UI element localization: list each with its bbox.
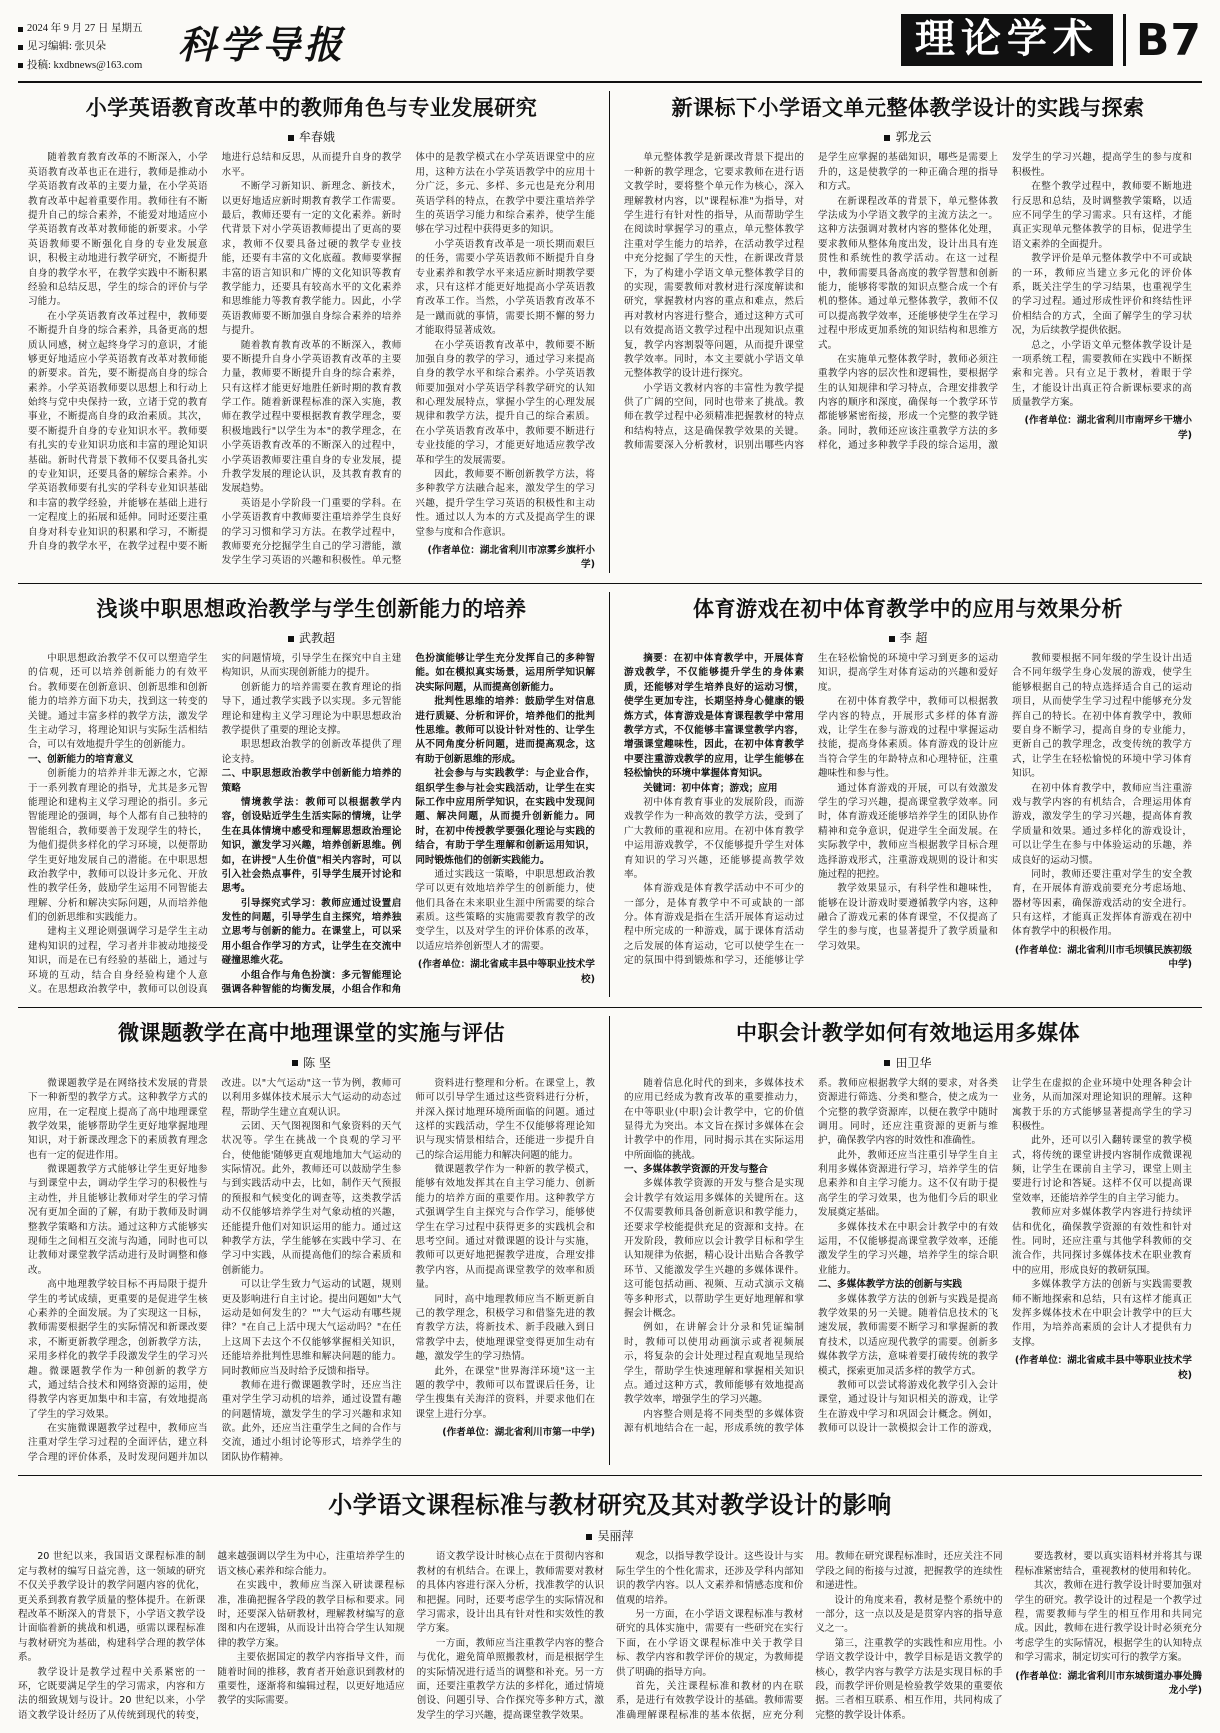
article-title: 小学语文课程标准与教材研究及其对教学设计的影响 bbox=[328, 1491, 892, 1520]
article-body bbox=[28, 652, 595, 997]
section-title: 理论学术 bbox=[901, 14, 1113, 66]
keywords-text: 关键词：初中体育；游戏；应用 bbox=[643, 782, 778, 794]
paragraph: 多媒体教学方法的创新与实践是提高教学效果的另一关键。随着信息技术的飞速发展，教师需要不断学习和掌握新的教育技术，以适应现代教学的需要。创新多媒体教学方法，意味着要打破传统的教学模式，探索更加灵活多样的教学方式。 bbox=[818, 1293, 998, 1377]
paragraph: 同时，高中地理教师应当不断更新自己的教学理念，积极学习和借鉴先进的教育教学方法，将新技术、新手段融入到日常教学中去，使地理课堂变得更加生动有趣，激发学生的学习热情。 bbox=[415, 1293, 595, 1363]
paragraph: 此外，在课堂"世界海洋环境"这一主题的教学中，教师可以布置课后任务，让学生搜集有关海洋的资料，并要求他们在课堂上进行分享。 bbox=[415, 1365, 595, 1420]
zone-3 bbox=[18, 1008, 1202, 1476]
article-author: 吴丽萍 bbox=[597, 1529, 634, 1544]
paragraph: 职思想政治教学的创新改革提供了理论支持。 bbox=[221, 739, 402, 765]
bullet-square-icon bbox=[586, 1534, 592, 1540]
subheading: 一、多媒体教学资源的开发与整合 bbox=[624, 1164, 768, 1176]
paragraph: 在整个教学过程中，教师要不断地进行反思和总结，及时调整教学策略，以适应不同学生的学习需求。只有这样，才能真正实现单元整体教学的目标，促进学生语文素养的全面提升。 bbox=[1012, 181, 1192, 250]
article-a3 bbox=[18, 592, 610, 998]
paragraph: 引导探究式学习：教师应通过设置启发性的问题，引导学生自主探究，培养独立思考与创新的能力。在课堂上，可以采用小组合作学习的方式，让学生在交流中碰撞思维火花。 bbox=[221, 897, 402, 967]
bullet-square-icon bbox=[288, 636, 294, 642]
paragraph: 要选教材，要以真实语料材并将其与课程标准紧密结合，重视教材的使用和转化。 bbox=[1014, 1551, 1202, 1577]
article-affiliation: (作者单位：湖北省利川市第一中学) bbox=[442, 1427, 595, 1439]
paragraph: 在实施单元整体教学时，教师必须注重教学内容的层次性和逻辑性，要根据学生的认知规律和学习特点，合理安排教学内容的顺序和深度，确保每一个教学环节都能够紧密衔接，形成一个完整的教学链条。同时，教师还应该注重教学方法的多样化，通过多种教学手段的综合运用，激发学生的学习兴趣，提高学生的参与度和积极性。 bbox=[818, 152, 1192, 452]
article-body bbox=[28, 151, 595, 572]
article-author: 武教超 bbox=[298, 631, 335, 646]
masthead bbox=[18, 14, 1202, 83]
paragraph: 因此，教师要不断创新教学方法，将多种教学方法融合起来，激发学生的学习兴趣，提升学生学习英语的积极性和主动性。通过以人为本的方式及提高学生的课堂参与度和合作意识。 bbox=[415, 469, 595, 538]
article-affiliation: (作者单位：湖北省利川市东城街道办事处腾龙小学) bbox=[1015, 1670, 1202, 1696]
paragraph: 微课题教学是在网络技术发展的背景下一种新型的教学方式。这种教学方式的应用，在一定程度上提高了高中地理课堂教学效果，能够帮助学生更好地掌握地理知识，对于新课改理念下的素质教育理念也有一定的促进作用。 bbox=[28, 1077, 208, 1161]
masthead-email: 投稿: kxdbnews@163.com bbox=[27, 59, 143, 71]
paragraph: 设计的角度来看，教材是整个系统中的一部分，这一点以及是是贯穿内容的指导意义之一。 bbox=[815, 1594, 1003, 1635]
bullet-square-icon bbox=[889, 636, 895, 642]
abstract-text: 摘要：在初中体育教学中，开展体育游戏教学，不仅能够提升学生的身体素质，还能够对学生培养良好的运动习惯，使学生更加专注，长期坚持身心健康的锻炼方式，体育游戏是体育课程教学中常用教学方式，不仅能够丰富课堂教学内容，增强课堂趣味性，因此，在初中体育教学中要注重游戏教学的应用，让学生能够在轻松愉快的环境中掌握体育知识。 bbox=[624, 653, 804, 780]
zone-4 bbox=[18, 1476, 1202, 1733]
article-title: 小学英语教育改革中的教师角色与专业发展研究 bbox=[85, 96, 538, 121]
paragraph: 其次，教师在进行教学设计时要加强对学生的研究。教学设计的过程是一个教学过程，需要教师与学生的相互作用和共同完成。因此，教师在进行教学设计时必须充分考虑学生的实际情况，根据学生的认知特点和学习需求，制定切实可行的教学方案。 bbox=[1014, 1580, 1202, 1664]
bullet-square-icon bbox=[18, 27, 23, 32]
paragraph: 创新能力的培养需要在教育理论的指导下，通过教学实践予以实现。多元智能理论和建构主义学习理论为中职思想政治教学提供了重要的理论支撑。 bbox=[221, 681, 402, 736]
paragraph: 一方面，教师应当注重教学内容的整合与优化，避免简单照搬教材，而是根据学生的实际情况进行适当的调整和补充。另一方面，还要注重教学方法的多样化，通过情境创设、问题引导、合作探究等多种方式，激发学生的学习兴趣，提高课堂教学效果。 bbox=[416, 1637, 604, 1721]
article-byline bbox=[28, 629, 595, 646]
article-a5 bbox=[18, 1016, 610, 1465]
paragraph: 创新能力的培养并非无源之水，它源于一系列教育理论的指导，尤其是多元智能理论和建构主义学习理论的指引。多元智能理论的强调，每个人都有自己独特的智能组合，教师要善于发现学生的特长，为他们提供多样化的学习环境，以便帮助学生更好地发展自己的潜能。在中职思想政治教学中，教师可以设计多元化、开放性的教学任务，鼓励学生运用不同智能去理解、分析和解决实际问题，从而培养他们的创新思维和实践能力。 bbox=[28, 768, 208, 924]
bullet-square-icon bbox=[288, 135, 294, 141]
paragraph: 总之，小学语文单元整体教学设计是一项系统工程，需要教师在实践中不断探索和完善。只有立足于教材，着眼于学生，才能设计出真正符合新课标要求的高质量教学方案。 bbox=[1012, 339, 1192, 409]
paragraph: 教师可以尝试将游戏化教学引入会计课堂，通过设计与知识相关的游戏，让学生在游戏中学习和巩固会计概念。例如，教师可以设计一款模拟会计工作的游戏，让学生在虚拟的企业环境中处理各种会计业务，从而加深对理论知识的理解。这种寓教于乐的方式能够显著提高学生的学习积极性。 bbox=[818, 1077, 1192, 1435]
newspaper-logo bbox=[168, 14, 364, 69]
article-affiliation: (作者单位：湖北省利川市南坪乡干塘小学) bbox=[1024, 415, 1192, 441]
paragraph: 在小学英语教育改革过程中，教师要不断提升自身的综合素养，具备更高的想质认同感，树立起终身学习的意识，才能够更好地适应小学英语教育改革对教师能的新要求。首先，要不断提高自身的综合素养。小学英语教师要以思想上和行动上始终与党中央保持一致，立诸于党的教育事业，不断提高自身的政治素质。其次，要不断提升自身的专业知识水平。教师要有扎实的专业知识功底和丰富的理论知识基础。新时代背景下教师不仅要具备扎实的专业知识，还要具备的解综合素养。小学英语教师要有扎实的学科专业知识基础和丰富的教学经验，并能够在基础上进行一定程度上的拓展和延伸。同时还要注重自身对科专业知识的积累和学习，不断提升自身的教学水平，在教学过程中要不断地进行总结和反思，从而提升自身的教学水平。 bbox=[28, 152, 402, 552]
article-a1 bbox=[18, 91, 610, 573]
paragraph: 小学语文教材内容的丰富性为教学提供了广阔的空间，同时也带来了挑战。教师在教学过程中必须精准把握教材的特点和结构特点，这是确保教学效果的关键。教师需要深入分析教材，识别出哪些内容是学生应掌握的基础知识，哪些是需要上升的，这是使教学的一种正确合理的指导和方式。 bbox=[624, 152, 998, 452]
paragraph: 通过实践这一策略，中职思想政治教学可以更有效地培养学生的创新能力，使他们具备在未来职业生涯中所需要的综合素质。这些策略的实施需要教育教学的改变学生，以及对学生的评价体系的改革，以适应培养创新型人才的需要。 bbox=[415, 868, 595, 952]
subheading: 一、创新能力的培育意义 bbox=[28, 753, 134, 765]
article-author: 牟春娥 bbox=[298, 130, 335, 145]
paragraph: 教师应对多媒体教学内容进行持续评估和优化，确保教学资源的有效性和针对性。同时，还应注重与其他学科教师的交流合作，共同探讨多媒体技术在职业教育中的应用，形成良好的教研氛围。 bbox=[1012, 1207, 1192, 1276]
paragraph: 另一方面，在小学语文课程标准与教材研究的具体实施中，需要有一些研究在实行下面，在小学语文课程标准中关于教学目标、教学内容和教学评价的规定，为教师提供了明确的指导方向。 bbox=[615, 1609, 804, 1678]
paragraph: 在初中体育教学中，教师可以根据教学内容的特点，开展形式多样的体育游戏，让学生在参与游戏的过程中掌握运动技能，提高身体素质。体育游戏的设计应当符合学生的年龄特点和心理特征，注重趣味性和参与性。 bbox=[818, 696, 998, 780]
paragraph: 微课题教学方式能够让学生更好地参与到课堂中去，调动学生学习的积极性与主动性，并且能够让教师对学生的学习情况有更加全面的了解，有助于教师及时调整教学策略和方法。通过这种方式能够实现师生之间相互交流与沟通，同时也可以让教师对课堂教学活动进行及时调整和修改。 bbox=[28, 1164, 208, 1276]
article-body bbox=[624, 151, 1192, 453]
article-title: 浅谈中职思想政治教学与学生创新能力的培养 bbox=[96, 596, 527, 621]
article-byline bbox=[624, 629, 1192, 646]
paragraph: 小学英语教育改革是一项长期而艰巨的任务，需要小学英语教师不断提升自身专业素养和教学水平来适应新时期教学要求，只有这样才能更好地提高小学英语教育改革工作。当然，小学英语教育改革不是一蹴而就的事情，需要长期不懈的努力才能取得显著成效。 bbox=[415, 238, 595, 337]
bullet-square-icon bbox=[884, 1060, 890, 1066]
article-author: 田卫华 bbox=[895, 1055, 932, 1070]
bullet-square-icon bbox=[18, 45, 23, 50]
paragraph: 多媒体技术在中职会计教学中的有效运用，不仅能够提高课堂教学效率，还能激发学生的学习兴趣，培养学生的综合职业能力。 bbox=[818, 1221, 998, 1276]
paragraph: 小组合作与角色扮演：多元智能理论强调各种智能的均衡发展，小组合作和角色扮演能够让学生充分发挥自己的多种智能。如在模拟真实场景，运用所学知识解决实际问题，从而提高创新能力。 bbox=[221, 653, 595, 996]
article-abstract bbox=[624, 652, 804, 796]
paragraph: 高中地理教学较目标不再局限于提升学生的考试成绩，更重要的是促进学生核心素养的全面发展。为了实现这一目标，教师需要根据学生的实际情况和新课改要求，不断更新教学理念，创新教学方法，采用多样化的教学手段激发学生的学习兴趣。微课题教学作为一种创新的教学方式，通过结合技术和网络资源的运用，使得教学内容更加集中和丰富，有效地提高了学生的学习效果。 bbox=[28, 1279, 208, 1420]
masthead-section bbox=[901, 14, 1202, 66]
paragraph: 情境教学法：教师可以根据教学内容，创设贴近学生生活实际的情境，让学生在具体情境中感受和理解思想政治理论知识，激发学习兴趣，培养创新思维。例如，在讲授"人生价值"相关内容时，可以引入社会热点事件，引导学生展开讨论和思考。 bbox=[221, 796, 402, 895]
paragraph: 通过体育游戏的开展，可以有效激发学生的学习兴趣，提高课堂教学效率。同时，体育游戏还能够培养学生的团队协作精神和竞争意识，促进学生全面发展。在实际教学中，教师应当根据教学目标合理选择游戏形式，注重游戏规则的设计和实施过程的把控。 bbox=[818, 782, 998, 880]
article-a4 bbox=[610, 592, 1202, 998]
subheading: 二、中职思想政治教学中创新能力培养的策略 bbox=[221, 768, 402, 794]
paragraph: 多媒体教学资源的开发与整合是实现会计教学有效运用多媒体的关键所在。这不仅需要教师具备创新意识和教学能力，还要求学校能提供充足的资源和支持。在开发阶段，教师应以会计教学目标和学生认知规律为依据，精心设计出贴合各教学环节、又能激发学生兴趣的多媒体课件。这可能包括动画、视频、互动式演示文稿等多种形式，以帮助学生更好地理解和掌握会计概念。 bbox=[624, 1178, 804, 1319]
article-affiliation: (作者单位：湖北省咸丰县中等职业技术学校) bbox=[1014, 1355, 1192, 1381]
masthead-divider bbox=[1123, 14, 1126, 66]
paragraph: 20 世纪以来，我国语文课程标准的制定与教材的编写日益完善，这一领域的研究不仅关乎教学设计的教学问题内容的优化，更关系到教育教学质量的整体提升。在新课程改革不断深入的背景下，小学语文教学设计面临着新的挑战和机遇，亟需以课程标准与教材研究为基础，构建科学合理的教学体系。 bbox=[18, 1551, 206, 1664]
article-byline bbox=[28, 1054, 595, 1071]
masthead-date-row bbox=[18, 20, 168, 38]
bullet-square-icon bbox=[292, 1060, 298, 1066]
article-affiliation: (作者单位：湖北省咸丰县中等职业技术学校) bbox=[417, 959, 595, 985]
paragraph: 教学效果显示，有科学性和趣味性，能够在设计游戏时要遵循教学内容，这种融合了游戏元素的体育课堂，不仅提高了学生的参与度，也显著提升了教学质量和学习效果。 bbox=[818, 883, 998, 952]
paragraph: 此外，教师还应当注重引导学生自主利用多媒体资源进行学习，培养学生的信息素养和自主学习能力。这不仅有助于提高学生的学习效果，也为他们今后的职业发展奠定基础。 bbox=[818, 1149, 998, 1219]
paragraph: 例如，在讲解会计分录和凭证编制时，教师可以使用动画演示或者视频展示，将复杂的会计处理过程直观地呈现给学生，帮助学生快速理解和掌握相关知识点。通过这种方式，教师能够有效地提高教学效率，增强学生的学习兴趣。 bbox=[624, 1322, 804, 1406]
article-author: 郭龙云 bbox=[895, 130, 932, 145]
article-a6 bbox=[610, 1016, 1202, 1465]
article-affiliation: (作者单位：湖北省利川市毛坝镇民族初级中学) bbox=[1014, 944, 1192, 971]
article-byline bbox=[18, 1527, 1202, 1544]
article-body bbox=[18, 1550, 1202, 1723]
article-affiliation: (作者单位：湖北省利川市凉雾乡旗杆小学) bbox=[427, 544, 595, 571]
paragraph: 教师要根据不同年级的学生设计出适合不同年级学生身心发展的游戏，使学生能够根据自己的特点选择适合自己的运动项目，从而使学生学习过程中能够充分发挥自己的特长。在初中体育教学中，教师要自身不断学习，提高自身的专业能力，更新自己的教学理念，改变传统的教学方式，让学生在轻松愉悦的环境中学习体育知识。 bbox=[1012, 653, 1192, 780]
article-body bbox=[624, 652, 1192, 973]
paragraph: 观念，以指导教学设计。这些设计与实际生学生的个性化需求，还涉及学科内部知识的教学内容。以人文素养和情感态度和价值观的培养。 bbox=[615, 1551, 804, 1606]
page-number: B7 bbox=[1135, 14, 1202, 66]
article-byline bbox=[624, 128, 1192, 145]
subheading: 二、多媒体教学方法的创新与实践 bbox=[818, 1279, 962, 1291]
paragraph: 建构主义理论则强调学习是学生主动建构知识的过程，学习者并非被动地接受知识，而是在已有经验的基础上，通过与环境的互动，结合自身经验构建个人意义。在思想政治教学中，教师可以创设真实的问题情境，引导学生在探究中自主建构知识，从而实现创新能力的提升。 bbox=[28, 653, 402, 996]
article-title: 中职会计教学如何有效地运用多媒体 bbox=[736, 1021, 1080, 1046]
article-body bbox=[624, 1077, 1192, 1437]
masthead-editor-row bbox=[18, 38, 168, 56]
bullet-square-icon bbox=[884, 135, 890, 141]
paragraph: 内容整合则是将不同类型的多媒体资源有机地结合在一起，形成系统的教学体系。教师应根据教学大纲的要求，对各类资源进行筛选、分类和整合，使之成为一个完整的教学资源库，以便在教学中随时调用。同时，还应注重资源的更新与维护，确保教学内容的时效性和准确性。 bbox=[624, 1077, 998, 1435]
paragraph: 多媒体教学方法的创新与实践需要教师不断地探索和总结，只有这样才能真正发挥多媒体技术在中职会计教学中的巨大作用，为培养高素质的会计人才提供有力支撑。 bbox=[1012, 1279, 1192, 1348]
article-a7 bbox=[18, 1490, 1202, 1723]
article-title: 体育游戏在初中体育教学中的应用与效果分析 bbox=[693, 596, 1123, 621]
paragraph: 教师在进行微课题教学时，还应当注重对学生学习动机的培养，通过设置有趣的问题情境，激发学生的学习兴趣和求知欲。此外，还应当注重学生之间的合作与交流，通过小组讨论等形式，培养学生的团队协作精神。 bbox=[221, 1379, 402, 1463]
paragraph: 在小学英语教育改革中，教师要不断加强自身的教学的学习，通过学习来提高自身的教学水平和综合素养。小学英语教师要加强对小学英语学科教学研究的认知和心理发展特点，掌握小学生的心理发展规律和教学方法，提升自己的综合素质。在小学英语教育改革中，教师要不断进行专业技能的学习，才能更好地适应教学改革和学生的发展需要。 bbox=[415, 339, 595, 466]
paragraph: 不断学习新知识、新理念、新技术，以更好地适应新时期教育教学工作需要。最后，教师还要有一定的文化素养。新时代背景下对小学英语教师提出了更高的要求，教师不仅要具备过硬的教学专业技能，还要有丰富的文化底蕴。教师要掌握丰富的语言知识和广博的文化知识等教育教学能力，还要具有较高水平的文化素养和思维能力等教育教学能力。因此，小学英语教师要不断加强自身综合素养的培养与提升。 bbox=[221, 181, 402, 337]
paragraph: 在实践中，教师应当深入研读课程标准，准确把握各学段的教学目标和要求。同时，还要深入钻研教材，理解教材编写的意图和内在逻辑，从而设计出符合学生认知规律的教学方案。 bbox=[217, 1580, 405, 1649]
paragraph: 随着教育教育改革的不断深入，小学英语教育改革也正在进行，教师是推动小学英语教育改革的主要力量，在小学英语教育改革中起着重要作用。教师往有不断提升自己的综合素养，不能爱对地适应小学英语教育改革对教师能的新要求。小学英语教师要不断强化自身的专业发展意识，积极主动地进行教学研究，不断提升自身的教学水平，在教学实践中不断积累经验和总结反思，学生的综合的评价与学习能力。 bbox=[28, 152, 208, 308]
paragraph: 可以让学生致力气运动的试题，规则更及影响进行自主讨论。提出问题如"大气运动是如何发生的？""大气运动有哪些规律？"在自己上活中现大气运动吗？"在任上这周下去这个不仅能够掌握相关知识，还能培养批判性思维和解决问题的能力。同时教师应当及时给予反馈和指导。 bbox=[221, 1279, 402, 1377]
article-byline bbox=[28, 128, 595, 145]
paragraph: 中职思想政治教学不仅可以塑造学生的信观，还可以培养创新能力的有效平台。教师要在创新意识、创新思维和创新能力的培养方面下功夫，找到这一转变的关键。通过丰富多样的教学方法，激发学生主动学习，将理论知识与实际生活相结合，可以有效地提升学生的创新能力。 bbox=[28, 653, 208, 751]
paragraph: 语文教学设计时核心点在于贯彻内容和教材的有机结合。在课上，教师需要对教材的具体内容进行深入分析，找准教学的认识和把握。同时，还要考虑学生的实际情况和学习需求，设计出具有针对性和实效性的教学方案。 bbox=[416, 1551, 604, 1635]
article-author: 李 超 bbox=[899, 631, 928, 646]
paragraph: 在新课程改革的背景下，单元整体教学法成为小学语文教学的主流方法之一。这种方法强调对教材内容的整体化处理，要求教师从整体角度出发，设计出具有连贯性和系统性的教学活动。在这一过程中，教师需要具备高度的教学智慧和创新能力，能够将零散的知识点整合成一个有机的整体。通过单元整体教学，教师不仅可以提高教学效率，还能够使学生在学习过程中形成更加系统的知识结构和思维方式。 bbox=[818, 195, 998, 351]
paragraph: 首先，关注课程标准和教材的内在联系，是进行有效教学设计的基础。教师需要准确理解课程标准的基本依据，应充分利用。教师在研究课程标准时，还应关注不同学段之间的衔接与过渡，把握教学的连续性和递进性。 bbox=[615, 1551, 1003, 1721]
article-a2 bbox=[610, 91, 1202, 573]
paragraph: 教学评价是单元整体教学中不可或缺的一环，教师应当建立多元化的评价体系，既关注学生的学习结果，也重视学生的学习过程。通过形成性评价和终结性评价相结合的方式，全面了解学生的学习状况，为后续教学提供依据。 bbox=[1012, 253, 1192, 337]
masthead-mail-row bbox=[18, 57, 168, 75]
paragraph: 初中体育教育事业的发展阶段，而游戏教学作为一种高效的教学方法，受到了广大教师的重视和应用。在初中体育教学中运用游戏教学，不仅能够提升学生对体育知识的学习兴趣，还能够提高教学效率。 bbox=[624, 796, 804, 880]
article-title: 新课标下小学语文单元整体教学设计的实践与探索 bbox=[671, 96, 1145, 121]
paragraph: 在实施微课题教学过程中，教师应当注重对学生学习过程的全面评估，建立科学合理的评价体系，及时发现问题并加以改进。以"大气运动"这一节为例，教师可以利用多媒体技术展示大气运动的动态过程，帮助学生建立直观认识。 bbox=[28, 1077, 402, 1463]
paragraph: 英语是小学阶段一门重要的学科。在小学英语教育中教师要注重培养学生良好的学习习惯和学习方法。在教学过程中，教师要充分挖掘学生自己的学习潜能，激发学生学习英语的兴趣和积极性。单元整体中的是教学模式在小学英语课堂中的应用，这种方法在小学英语教学中的应用十分广泛，多元、多样、多元也是充分利用英语学科的特点，在教学中要注重培养学生的英语学习能力和综合素养，使学生能够在学习过程中获得更多的知识。 bbox=[221, 152, 595, 567]
paragraph: 体育游戏是体育教学活动中不可少的一部分，是体育教学中不可或缺的一部分。体育游戏是指在生活开展体育运动过程中所完成的一种游戏，属于课体育活动之后发展的体育运动，它可以使学生在一定的氛围中得到锻炼和学习，还能够让学生在轻松愉悦的环境中学习到更多的运动知识，提高学生对体育运动的兴趣和爱好度。 bbox=[624, 653, 998, 967]
paragraph: 在初中体育教学中，教师应当注重游戏与教学内容的有机结合，合理运用体育游戏，激发学生的学习兴趣，提高体育教学质量和效果。通过多样化的游戏设计，可以让学生在参与中体验运动的乐趣，养成良好的运动习惯。 bbox=[1012, 782, 1192, 866]
paragraph: 云团、天气图视图和气象资料的天气状况等。学生在挑战一个良观的学习平台，使他能'随够更直观地地加大气运动的实际情况。此外，教师还可以鼓励学生参与到实践活动中去，比如，制作天气预报的预报和气候变化的调查等，这类教学活动不仅能够培养学生对气象动植的兴趣，还能提升他们对知识运用的能力。通过这种教学方法，学生能够在实践中学习、在学习中实践，从而提高他们的综合素质和创新能力。 bbox=[221, 1120, 402, 1276]
article-byline bbox=[624, 1054, 1192, 1071]
paragraph: 随着教育教育改革的不断深入，教师要不断提升自身小学英语教育改革的主要力量，教师要不断提升自身的综合素养，只有这样才能更好地胜任新时期的教育教学工作。随着新课程标准的深入实施，教师在教学过程中要根据教育教学理念，要积极地践行"以学生为本"的教学理念，在小学英语教育改革的不断深入的过程中，小学英语教师要注重自身的专业发展，提升教学发展的理论认识，及其教育教育的发展趋势。 bbox=[221, 339, 402, 495]
paragraph: 随着信息化时代的到来，多媒体技术的应用已经成为教育改革的重要推动力，在中等职业(中职)会计教学中，它的价值显得尤为突出。本文旨在探讨多媒体在会计教学中的作用，同时揭示其在实际运用中所面临的挑战。 bbox=[624, 1077, 804, 1161]
paragraph: 第三，注重教学的实践性和应用性。小学语文教学设计中，教学目标是语文教学的核心，教学内容与教学方法是实现目标的手段，而教学评价则是检验教学效果的重要依据。三者相互联系、相互作用，共同构成了完整的教学设计体系。 bbox=[815, 1637, 1003, 1721]
bullet-square-icon bbox=[18, 63, 23, 68]
paragraph: 同时，教师还要注重对学生的安全教育，在开展体育游戏前要充分考虑场地、器材等因素，确保游戏活动的安全进行。只有这样，才能真正发挥体育游戏在初中体育教学中的积极作用。 bbox=[1012, 868, 1192, 938]
paragraph: 单元整体教学是新课改背景下提出的一种新的教学理念，它要求教师在进行语文教学时，要将整个单元作为核心，深入理解教材内容，以"课程标准"为指导，对学生进行有针对性的指导，从而帮助学生在阅读时掌握学习的重点，单元整体教学注重对学生能力的培养，在活动教学过程中充分挖掘了学生的天性，在新课改背景下，为了构建小学语文单元整体教学目的的实现，需要教师对教材进行深度解读和研究，掌握教材内容的重点和难点，然后再对教材内容进行整合，通过这种方式可以有效提高语文教学过程中出现知识点重复，教学内容割裂等问题，从而提升课堂教学效率。同时，本文主要就小学语文单元整体教学的设计进行探究。 bbox=[624, 152, 804, 380]
zone-2 bbox=[18, 584, 1202, 1009]
paragraph: 主要依据国定的教学内容指导文件，而随着时间的推移，教育者开始意识到教材的重要性，逐渐将和编辑过程，以更好地适应教学的实际需要。 bbox=[217, 1652, 405, 1707]
paragraph: 教学设计是教学过程中关系紧密的一环，它既要满足学生的学习需求，内容和方法的细致规划与设计。20 世纪以来，小学语文教学设计经历了从传统到现代的转变，越来越强调以学生为中心，注重培养学生的语文核心素养和综合能力。 bbox=[18, 1551, 405, 1721]
paragraph: 此外，还可以引入翻转课堂的教学模式，将传统的课堂讲授内容制作成微课视频，让学生在课前自主学习，课堂上则主要进行讨论和答疑。这样不仅可以提高课堂效率，还能培养学生的自主学习能力。 bbox=[1012, 1135, 1192, 1204]
article-author: 陈 坚 bbox=[303, 1055, 331, 1070]
paragraph: 微课题教学作为一种新的教学模式，能够有效地发挥其在自主学习能力、创新能力的培养方面的重要作用。这种教学方式强调学生自主探究与合作学习，能够使学生在学习过程中获得更多的实践机会和思考空间。通过对微课题的设计与实施，教师可以更好地把握教学进度，合理安排教学内容，从而提高课堂教学的效率和质量。 bbox=[415, 1164, 595, 1291]
paragraph: 批判性思维的培养：鼓励学生对信息进行质疑、分析和评价，培养他们的批判性思维。教师可以设计针对性的、让学生从不同角度分析问题，进而提高观念，这有助于创新思维的形成。 bbox=[415, 696, 595, 765]
masthead-date: 2024 年 9 月 27 日 星期五 bbox=[27, 23, 143, 34]
paragraph: 社会参与与实践教学：与企业合作，组织学生参与社会实践活动，让学生在实际工作中应用所学知识，在实践中发现问题、解决问题，从而提升创新能力。同时，在初中传授教学要强化理论与实践的结合，有助于学生理解和创新运用知识，同时锻炼他们的创新实践能力。 bbox=[415, 768, 595, 866]
masthead-info bbox=[18, 14, 168, 75]
article-body bbox=[28, 1077, 595, 1466]
newspaper-logo-text: 科学导报 bbox=[178, 22, 347, 67]
masthead-editor: 见习编辑: 张贝朵 bbox=[27, 41, 107, 53]
zone-1 bbox=[18, 83, 1202, 584]
article-title: 微课题教学在高中地理课堂的实施与评估 bbox=[118, 1021, 505, 1046]
paragraph: 资料进行整理和分析。在课堂上，教师可以引导学生通过这些资料进行分析，并深入探讨地理环境所面临的问题。通过这样的实践活动，学生不仅能够将理论知识与现实情景相结合，还能进一步提升自己的综合运用能力和解决问题的能力。 bbox=[415, 1077, 595, 1161]
